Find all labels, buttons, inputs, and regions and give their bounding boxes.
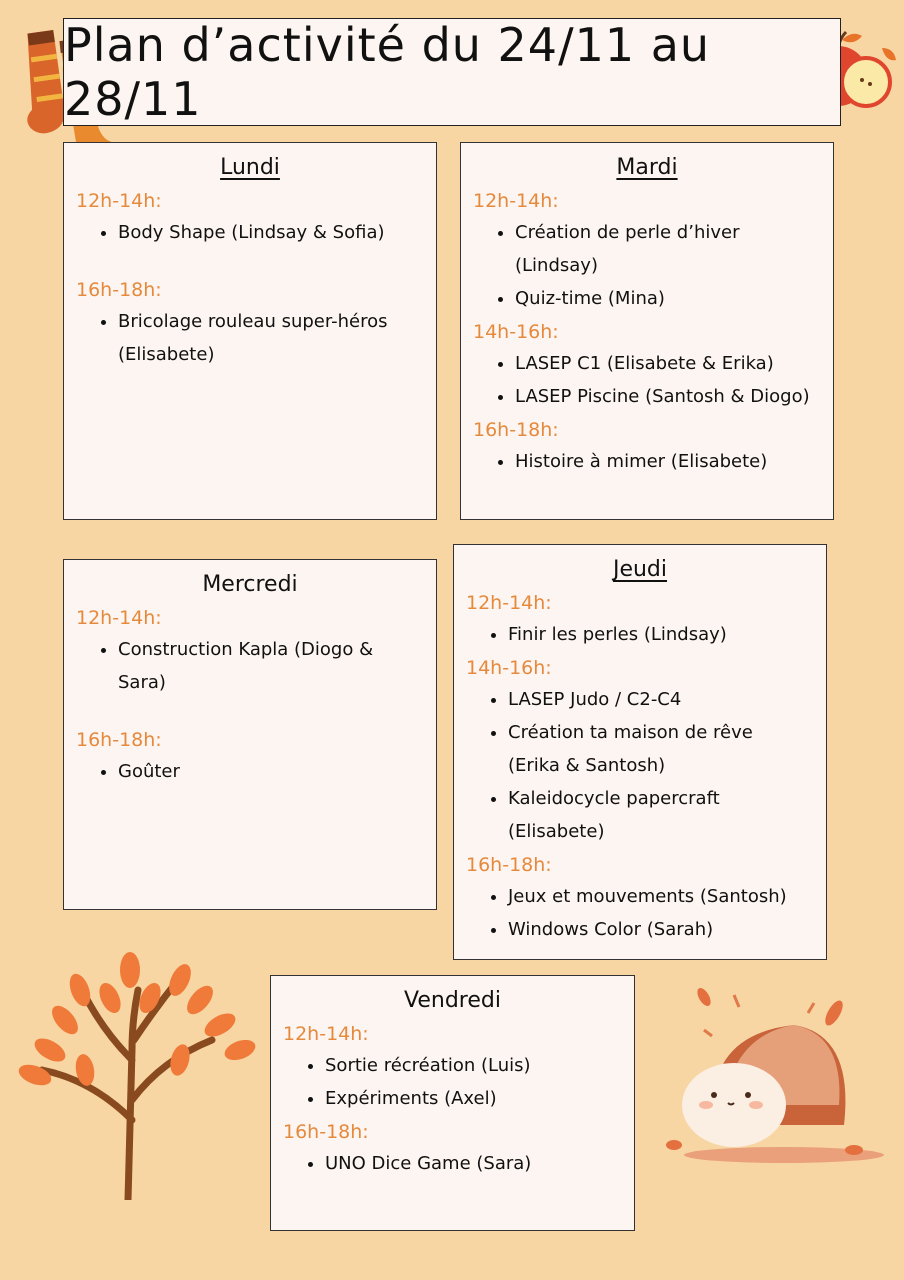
activity-item: • LASEP C1 (Elisabete & Erika) (515, 347, 821, 380)
time-slot: 16h-18h: (76, 729, 162, 751)
activity-list (76, 755, 424, 788)
activity-list (283, 1049, 622, 1115)
time-slot: 16h-18h: (76, 279, 162, 301)
day-card-jeudi (453, 544, 827, 960)
day-title: Mardi (616, 155, 678, 180)
day-card-mardi (460, 142, 834, 520)
day-card-vendredi (270, 975, 635, 1231)
day-card-mercredi (63, 559, 437, 910)
activity-item: • Création ta maison de rêve (Erika & Santosh) (508, 716, 814, 782)
day-title: Vendredi (404, 988, 501, 1013)
activity-item: • Kaleidocycle papercraft (Elisabete) (508, 782, 814, 848)
activity-item: • UNO Dice Game (Sara) (325, 1147, 622, 1180)
activity-item: • Goûter (118, 755, 424, 788)
activity-item: • Construction Kapla (Diogo & Sara) (118, 633, 424, 699)
activity-list (466, 880, 814, 946)
day-card-lundi (63, 142, 437, 520)
activity-item: • Body Shape (Lindsay & Sofia) (118, 216, 424, 249)
activity-list (466, 683, 814, 848)
time-slot: 14h-16h: (466, 657, 552, 679)
day-title: Mercredi (202, 572, 298, 597)
time-slot: 12h-14h: (466, 592, 552, 614)
time-slot: 16h-18h: (473, 419, 559, 441)
autumn-tree-illustration (10, 950, 260, 1200)
activity-list (76, 633, 424, 699)
activity-item: • Sortie récréation (Luis) (325, 1049, 622, 1082)
time-slot: 16h-18h: (283, 1121, 369, 1143)
activity-list (466, 618, 814, 651)
activity-list (473, 347, 821, 413)
activity-item: • Quiz-time (Mina) (515, 282, 821, 315)
activity-item: • Finir les perles (Lindsay) (508, 618, 814, 651)
time-slot: 12h-14h: (473, 190, 559, 212)
activity-list (76, 216, 424, 249)
time-slot: 12h-14h: (76, 607, 162, 629)
time-slot: 14h-16h: (473, 321, 559, 343)
title-banner (63, 18, 841, 126)
activity-list (76, 305, 424, 371)
day-title: Lundi (220, 155, 280, 180)
time-slot: 12h-14h: (283, 1023, 369, 1045)
activity-item: • Création de perle d’hiver (Lindsay) (515, 216, 821, 282)
day-title: Jeudi (612, 557, 668, 582)
activity-list (473, 216, 821, 315)
activity-item: • LASEP Piscine (Santosh & Diogo) (515, 380, 821, 413)
time-slot: 16h-18h: (466, 854, 552, 876)
time-slot: 12h-14h: (76, 190, 162, 212)
hedgehog-illustration (644, 985, 884, 1175)
activity-item: • Bricolage rouleau super-héros (Elisabete) (118, 305, 424, 371)
activity-item: • LASEP Judo / C2-C4 (508, 683, 814, 716)
activity-list (473, 445, 821, 478)
activity-item: • Expériments (Axel) (325, 1082, 622, 1115)
activity-list (283, 1147, 622, 1180)
activity-item: • Histoire à mimer (Elisabete) (515, 445, 821, 478)
activity-item: • Jeux et mouvements (Santosh) (508, 880, 814, 913)
activity-item: • Windows Color (Sarah) (508, 913, 814, 946)
page-title: Plan d’activité du 24/11 au 28/11 (64, 18, 711, 126)
